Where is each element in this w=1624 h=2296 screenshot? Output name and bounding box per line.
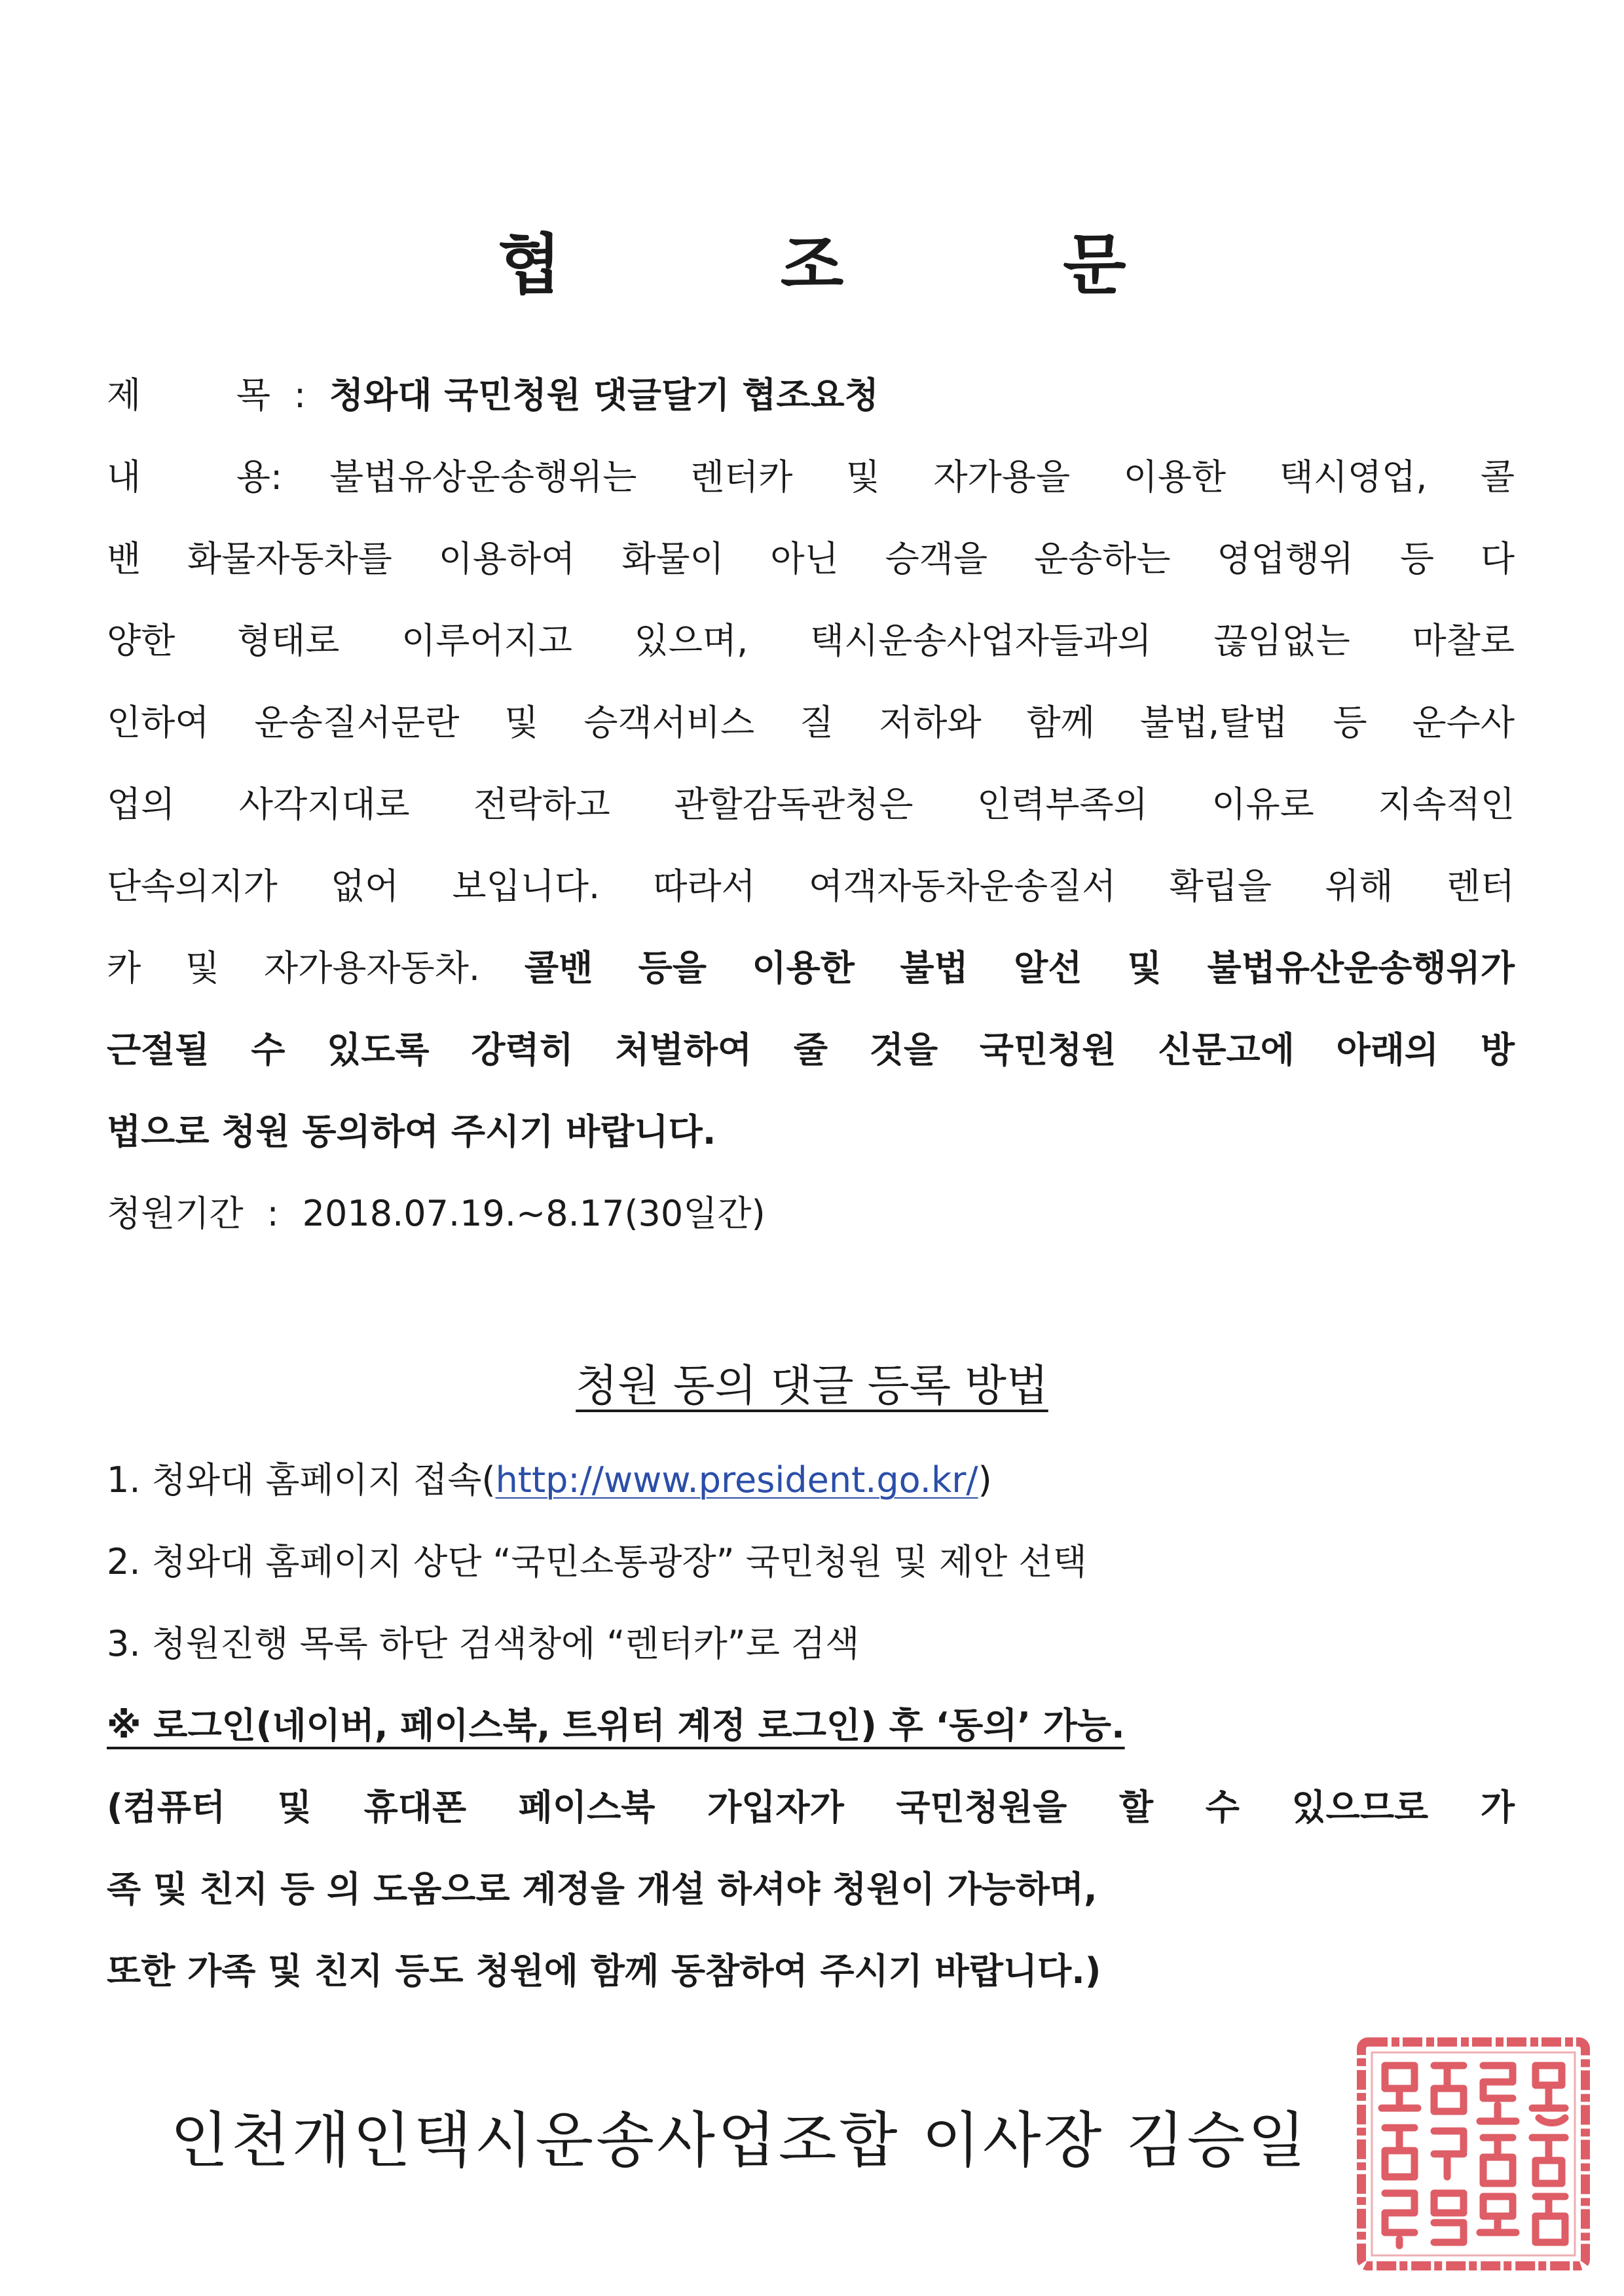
step-2: 2. 청와대 홈페이지 상단 “국민소통광장” 국민청원 및 제안 선택 [107,1541,1087,1582]
content-line-3: 양한 형태로 이루어지고 있으며, 택시운송사업자들과의 끊임없는 마찰로 [107,620,1515,661]
period-separator: : [267,1193,279,1234]
content-line-5: 업의 사각지대로 전락하고 관할감독관청은 인력부족의 이유로 지속적인 [107,784,1515,825]
subject-text: 청와대 국민청원 댓글달기 협조요청 [329,374,879,416]
content-line-6: 단속의지가 없어 보입니다. 따라서 여객자동차운송질서 확립을 위해 렌터 [107,866,1515,907]
content-line-9: 법으로 청원 동의하여 주시기 바랍니다. [107,1111,716,1152]
subject-label: 제 목 [107,374,270,416]
document-title: 협 조 문 [498,227,1225,303]
method-title [0,1357,1624,1415]
step-1-prefix: 1. 청와대 홈페이지 접속( [107,1459,496,1501]
period-line [107,1190,1515,1237]
content-line-4: 인하여 운송질서문란 및 승객서비스 질 저하와 함께 불법,탈법 등 운수사 [107,702,1515,743]
note-line-3: 또한 가족 및 친지 등도 청원에 함께 동참하여 주시기 바랍니다.) [107,1950,1101,1992]
method-title-text: 청원 동의 댓글 등록 방법 [576,1360,1048,1411]
president-site-link[interactable]: http://www.president.go.kr/ [495,1459,978,1501]
content-line-8: 근절될 수 있도록 강력히 처벌하여 줄 것을 국민청원 신문고에 아래의 방 [107,1029,1515,1070]
step-3: 3. 청원진행 목록 하단 검색창에 “렌터카”로 검색 [107,1623,860,1664]
period-value: 2018.07.19.~8.17(30일간) [302,1193,766,1234]
login-notice-text: ※ 로그인(네이버, 페이스북, 트위터 계정 로그인) 후 ‘동의’ 가능. [107,1705,1125,1746]
content-label: 내 용 [107,456,270,498]
content-line-7 [107,945,1515,992]
period-label: 청원기간 [107,1193,244,1234]
subject-line [107,372,1515,419]
content-first-text: 불법유상운송행위는 렌터카 및 자가용을 이용한 택시영업, 콜 [329,456,1515,498]
content-separator: : [270,456,283,498]
login-notice [107,1702,1515,1749]
step-1-suffix: ) [978,1459,992,1501]
subject-separator: : [293,374,306,416]
sender-signature: 인천개인택시운송사업조합 이사장 김승일 [170,2105,1309,2176]
official-seal-stamp [1352,2033,1595,2275]
step-1 [107,1457,1515,1504]
content-line-7-normal: 카 및 자가용자동차. [107,947,481,989]
note-line-1: (컴퓨터 및 휴대폰 페이스북 가입자가 국민청원을 할 수 있으므로 가 [107,1787,1515,1828]
content-first-line [107,454,1515,501]
note-line-2: 족 및 친지 등 의 도움으로 계정을 개설 하셔야 청원이 가능하며, [107,1868,1098,1910]
content-line-2: 밴 화물자동차를 이용하여 화물이 아닌 승객을 운송하는 영업행위 등 다 [107,538,1515,579]
content-line-7-bold: 콜밴 등을 이용한 불법 알선 및 불법유산운송행위가 [524,947,1515,989]
